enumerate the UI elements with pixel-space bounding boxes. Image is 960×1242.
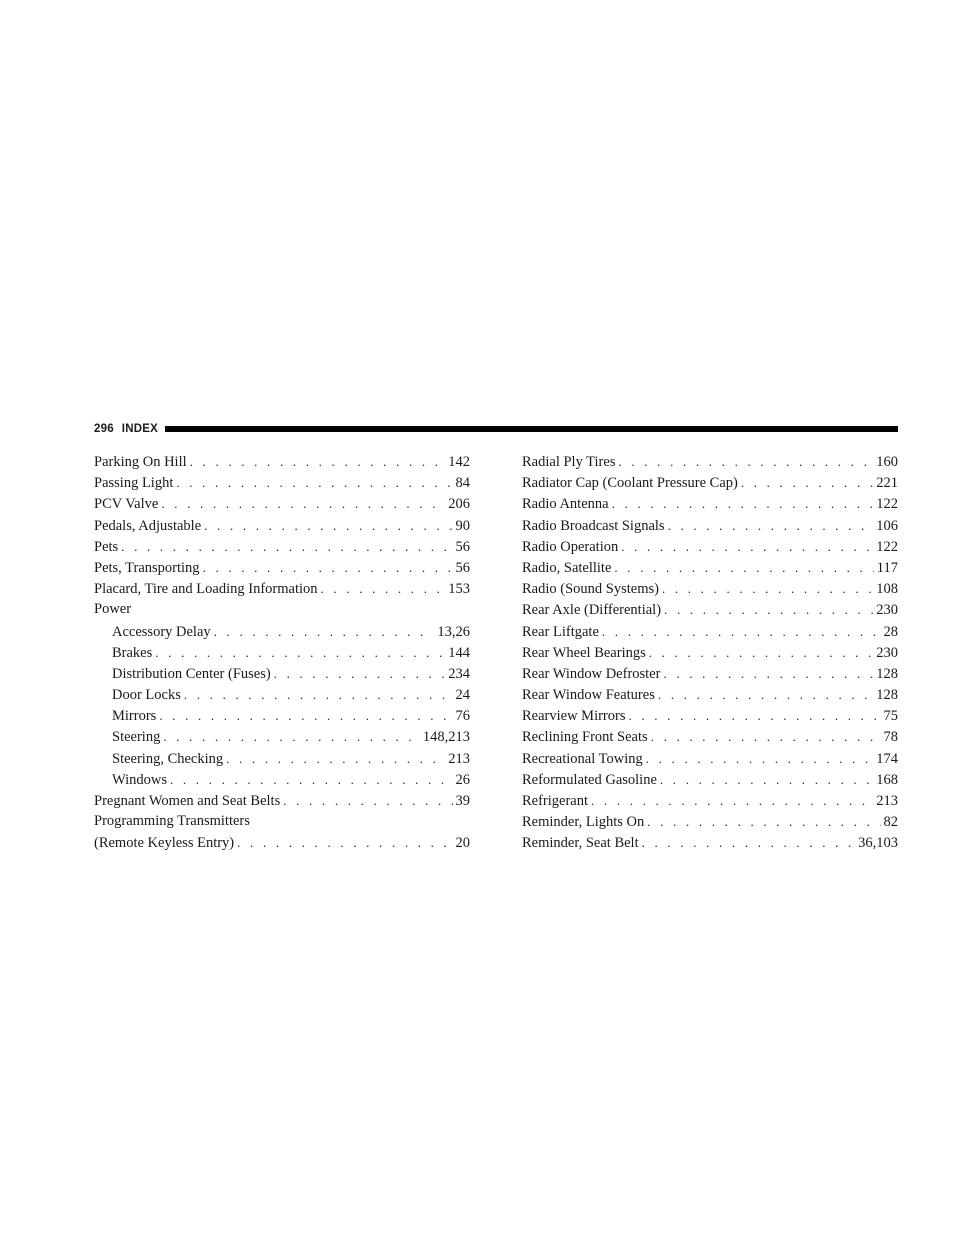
header-rule (165, 426, 898, 432)
entry-label: Placard, Tire and Loading Information (94, 581, 318, 598)
entry-label: Rear Wheel Bearings (522, 644, 646, 661)
index-subentry (94, 726, 470, 747)
entry-page: 168 (876, 771, 898, 788)
dot-leader (159, 705, 452, 726)
dot-leader (163, 726, 420, 747)
entry-page: 221 (876, 475, 898, 492)
dot-leader (642, 832, 856, 853)
entry-label: Pets (94, 538, 119, 555)
entry-label: Refrigerant (522, 793, 589, 809)
index-entry (94, 578, 470, 599)
dot-leader (628, 705, 880, 726)
index-heading (94, 599, 470, 620)
entry-label: PCV Valve (94, 496, 159, 513)
entry-page: 122 (876, 538, 898, 555)
index-entry (94, 557, 470, 578)
entry-page: 82 (883, 814, 898, 831)
index-heading (94, 811, 470, 832)
index-entry (522, 578, 898, 599)
dot-leader (214, 621, 435, 642)
entry-label: Rear Axle (Differential) (522, 602, 662, 619)
dot-leader (663, 663, 873, 684)
entry-page: 39 (455, 793, 470, 809)
entry-page: 75 (883, 708, 898, 725)
index-subentry (94, 769, 470, 790)
entry-label: Radio Operation (522, 538, 619, 555)
dot-leader (237, 832, 452, 853)
dot-leader (155, 642, 445, 663)
entry-page: 117 (876, 559, 898, 576)
dot-leader (741, 472, 873, 493)
entry-page: 153 (448, 581, 470, 598)
entry-label: Parking On Hill (94, 454, 187, 470)
entry-label: Distribution Center (Fuses) (112, 665, 271, 682)
index-entry (522, 472, 898, 493)
dot-leader (618, 451, 873, 472)
index-entry (94, 493, 470, 514)
dot-leader (203, 557, 453, 578)
entry-page: 13,26 (437, 623, 470, 640)
entry-page: 108 (876, 581, 898, 598)
index-subentry (94, 748, 470, 769)
index-entry (94, 451, 470, 472)
entry-label: Radio, Satellite (522, 559, 612, 576)
dot-leader (660, 769, 873, 790)
dot-leader (664, 599, 873, 620)
entry-label: Rear Window Defroster (522, 665, 661, 682)
dot-leader (668, 515, 874, 536)
index-entry (522, 832, 898, 853)
index-entry (522, 769, 898, 790)
entry-label: Rearview Mirrors (522, 708, 626, 725)
entry-page: 142 (448, 454, 470, 470)
entry-label: Programming Transmitters (94, 813, 250, 830)
entry-page: 26 (455, 771, 470, 788)
entry-label: Radio Antenna (522, 496, 609, 513)
index-entry (522, 811, 898, 832)
index-entry (522, 557, 898, 578)
entry-page: 56 (455, 559, 470, 576)
index-entry (522, 726, 898, 747)
entry-label: Recreational Towing (522, 750, 643, 767)
entry-page: 84 (455, 475, 470, 492)
index-subentry (94, 663, 470, 684)
entry-label: Accessory Delay (112, 623, 211, 640)
dot-leader (161, 493, 445, 514)
dot-leader (658, 684, 873, 705)
entry-label: Reclining Front Seats (522, 729, 648, 746)
index-subentry (94, 642, 470, 663)
dot-leader (662, 578, 873, 599)
entry-label: Radiator Cap (Coolant Pressure Cap) (522, 475, 738, 492)
entry-label: Reformulated Gasoline (522, 771, 657, 788)
entry-page: 20 (455, 835, 470, 852)
dot-leader (184, 684, 453, 705)
index-entry (94, 790, 470, 811)
dot-leader (283, 790, 452, 811)
index-entry (94, 472, 470, 493)
index-subentry (94, 621, 470, 642)
entry-label: Door Locks (112, 687, 181, 704)
index-entry (94, 536, 470, 557)
dot-leader (612, 493, 874, 514)
entry-page: 206 (448, 496, 470, 513)
entry-page: 230 (876, 602, 898, 619)
entry-page: 122 (876, 496, 898, 513)
entry-page: 213 (448, 750, 470, 767)
dot-leader (614, 557, 873, 578)
entry-page: 234 (448, 665, 470, 682)
index-entry (522, 621, 898, 642)
entry-label: Rear Liftgate (522, 623, 599, 640)
dot-leader (274, 663, 446, 684)
index-entry (522, 748, 898, 769)
entry-label: Pregnant Women and Seat Belts (94, 793, 281, 809)
index-entry (522, 536, 898, 557)
entry-label: Steering (112, 729, 161, 746)
entry-label: Brakes (112, 644, 153, 661)
index-column-right (522, 451, 898, 854)
entry-page: 90 (455, 517, 470, 534)
index-entry (522, 790, 898, 811)
entry-page: 78 (883, 729, 898, 746)
entry-page: 106 (876, 517, 898, 534)
entry-page: 160 (876, 454, 898, 470)
dot-leader (176, 472, 452, 493)
index-entry (522, 642, 898, 663)
entry-label: Reminder, Seat Belt (522, 835, 639, 852)
dot-leader (649, 642, 874, 663)
index-entry (522, 684, 898, 705)
dot-leader (591, 790, 873, 811)
index-subentry (94, 684, 470, 705)
dot-leader (647, 811, 880, 832)
entry-label: Reminder, Lights On (522, 814, 645, 831)
entry-page: 230 (876, 644, 898, 661)
index-entry (522, 451, 898, 472)
entry-page: 56 (455, 538, 470, 555)
dot-leader (621, 536, 873, 557)
dot-leader (121, 536, 452, 557)
entry-page: 128 (876, 665, 898, 682)
dot-leader (602, 621, 881, 642)
entry-label: Rear Window Features (522, 687, 655, 704)
entry-label: Windows (112, 771, 167, 788)
dot-leader (226, 748, 445, 769)
entry-page: 24 (455, 687, 470, 704)
entry-label: Mirrors (112, 708, 157, 725)
index-entry (94, 832, 470, 853)
entry-label: Radio Broadcast Signals (522, 517, 665, 534)
dot-leader (651, 726, 881, 747)
index-subentry (94, 705, 470, 726)
dot-leader (646, 748, 874, 769)
page-number: 296 (94, 423, 114, 435)
index-entry (522, 599, 898, 620)
entry-page: 28 (883, 623, 898, 640)
entry-page: 144 (448, 644, 470, 661)
dot-leader (321, 578, 446, 599)
index-entry (522, 705, 898, 726)
dot-leader (204, 515, 452, 536)
entry-label: Steering, Checking (112, 750, 224, 767)
section-title: INDEX (121, 423, 158, 435)
entry-label: Radio (Sound Systems) (522, 581, 659, 598)
index-entry (94, 515, 470, 536)
dot-leader (170, 769, 453, 790)
index-column-left (94, 451, 470, 854)
entry-page: 213 (876, 793, 898, 809)
entry-label: Radial Ply Tires (522, 454, 616, 470)
entry-label: Pedals, Adjustable (94, 517, 202, 534)
entry-label: (Remote Keyless Entry) (94, 835, 235, 852)
dot-leader (190, 451, 446, 472)
entry-page: 148,213 (422, 729, 470, 746)
entry-page: 174 (876, 750, 898, 767)
entry-page: 76 (455, 708, 470, 725)
entry-label: Pets, Transporting (94, 559, 200, 576)
index-entry (522, 493, 898, 514)
entry-label: Power (94, 601, 132, 618)
index-entry (522, 663, 898, 684)
entry-page: 128 (876, 687, 898, 704)
index-entry (522, 515, 898, 536)
entry-label: Passing Light (94, 475, 174, 492)
page-header (94, 420, 898, 438)
entry-page: 36,103 (858, 835, 898, 852)
